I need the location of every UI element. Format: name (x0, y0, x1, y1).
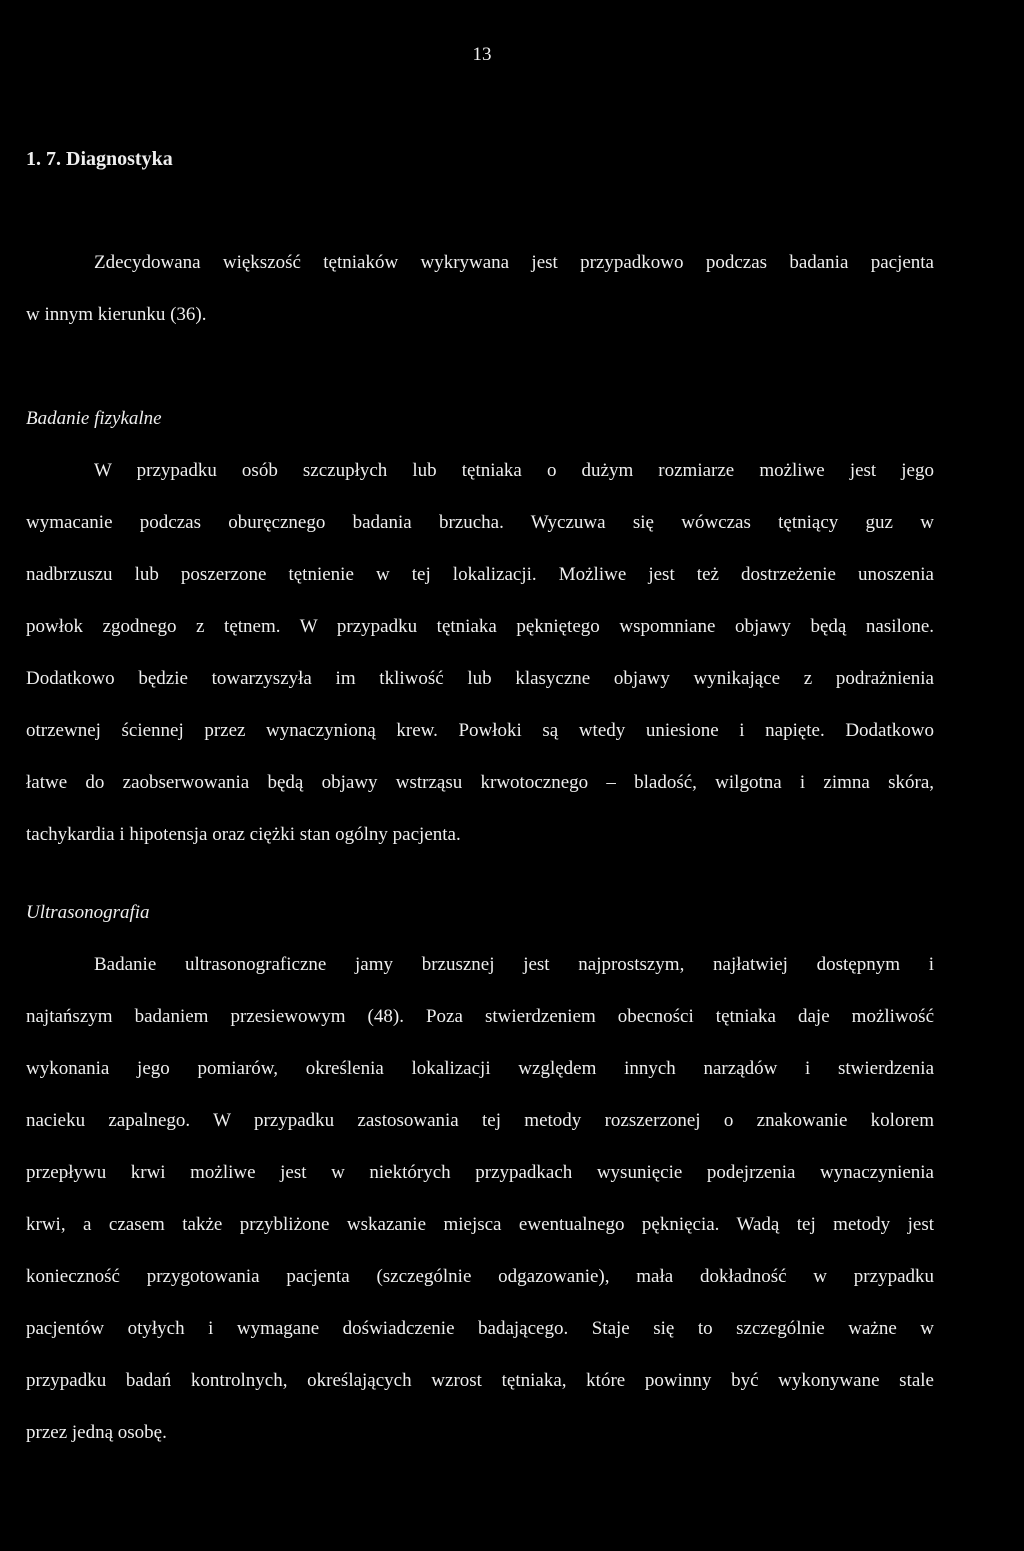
text-line: nadbrzuszu lub poszerzone tętnienie w tej lokalizacji. Możliwe jest też dostrzeżenie unoszenia (26, 564, 934, 585)
text-line: pacjentów otyłych i wymagane doświadczenie badającego. Staje się to szczególnie ważne w (26, 1318, 934, 1339)
section-heading: 1. 7. Diagnostyka (26, 148, 173, 170)
text-line: łatwe do zaobserwowania będą objawy wstrząsu krwotocznego – bladość, wilgotna i zimna skóra, (26, 772, 934, 793)
text-line: przypadku badań kontrolnych, określających wzrost tętniaka, które powinny być wykonywane stale (26, 1370, 934, 1391)
text-line: najtańszym badaniem przesiewowym (48). Poza stwierdzeniem obecności tętniaka daje możliwość (26, 1006, 934, 1027)
text-line: Badanie ultrasonograficzne jamy brzusznej jest najprostszym, najłatwiej dostępnym i (94, 954, 934, 975)
subsection-heading-ultrasound: Ultrasonografia (26, 902, 150, 923)
text-line: w innym kierunku (36). (26, 304, 207, 325)
subsection-heading-physical-exam: Badanie fizykalne (26, 408, 162, 429)
text-line: Dodatkowo będzie towarzyszyła im tkliwość lub klasyczne objawy wynikające z podrażnienia (26, 668, 934, 689)
text-line: Zdecydowana większość tętniaków wykrywana jest przypadkowo podczas badania pacjenta (94, 252, 934, 273)
text-line: tachykardia i hipotensja oraz ciężki stan ogólny pacjenta. (26, 824, 461, 845)
text-line: powłok zgodnego z tętnem. W przypadku tętniaka pękniętego wspomniane objawy będą nasilone. (26, 616, 934, 637)
text-line: krwi, a czasem także przybliżone wskazanie miejsca ewentualnego pęknięcia. Wadą tej metody jest (26, 1214, 934, 1235)
text-line: konieczność przygotowania pacjenta (szczególnie odgazowanie), mała dokładność w przypadku (26, 1266, 934, 1287)
text-line: wymacanie podczas oburęcznego badania brzucha. Wyczuwa się wówczas tętniący guz w (26, 512, 934, 533)
text-line: przepływu krwi możliwe jest w niektórych przypadkach wysunięcie podejrzenia wynaczynienia (26, 1162, 934, 1183)
text-line: nacieku zapalnego. W przypadku zastosowania tej metody rozszerzonej o znakowanie kolorem (26, 1110, 934, 1131)
text-line: przez jedną osobę. (26, 1422, 167, 1443)
text-line: wykonania jego pomiarów, określenia lokalizacji względem innych narządów i stwierdzenia (26, 1058, 934, 1079)
page-number: 13 (472, 44, 492, 65)
text-line: W przypadku osób szczupłych lub tętniaka o dużym rozmiarze możliwe jest jego (94, 460, 934, 481)
text-line: otrzewnej ściennej przez wynaczynioną krew. Powłoki są wtedy uniesione i napięte. Dodatkowo (26, 720, 934, 741)
